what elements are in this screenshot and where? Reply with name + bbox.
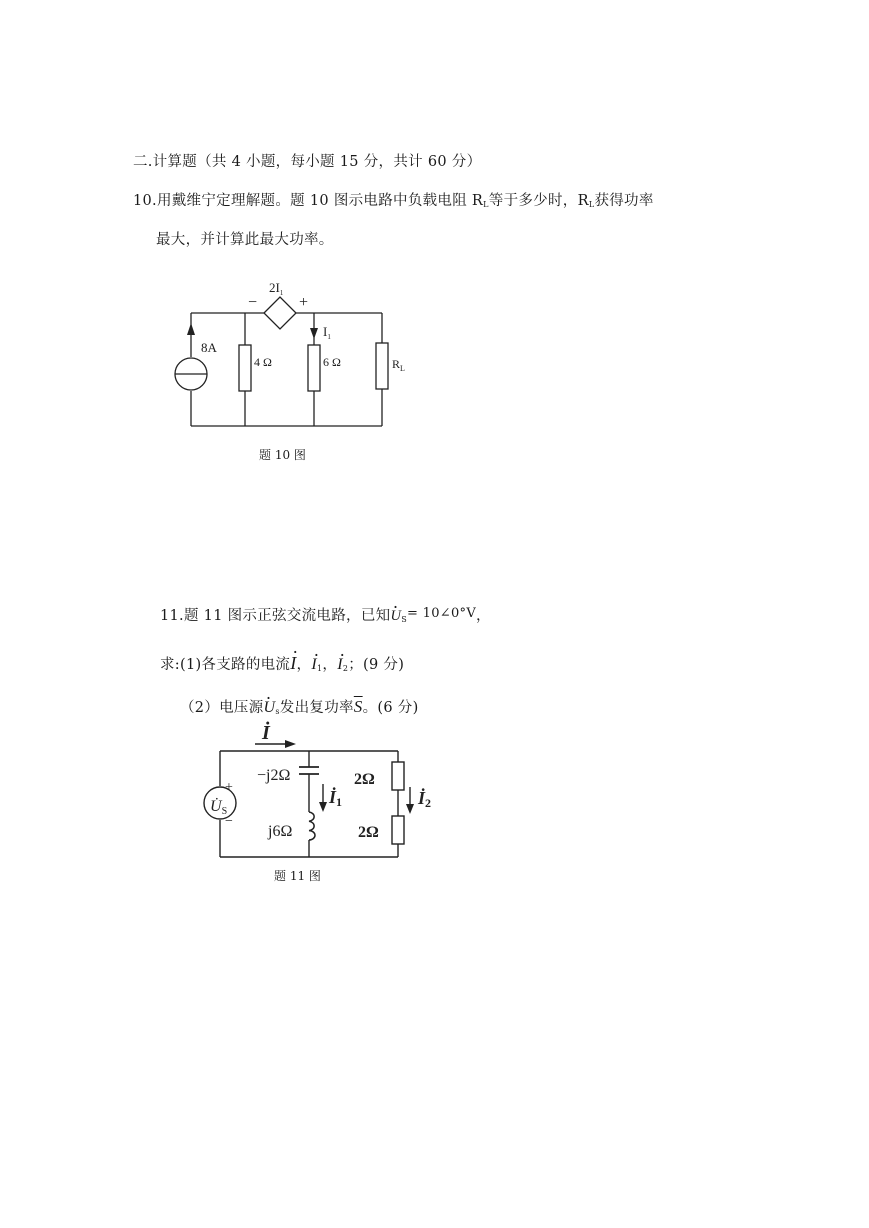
fig11-minus-sign: −: [225, 814, 233, 829]
figure-10-caption: 题 10 图: [259, 448, 306, 462]
resistor-rl: [376, 343, 388, 389]
resistor-2ohm-bottom: [392, 816, 404, 844]
current-i-arrow-icon: [285, 740, 296, 748]
q11-line3-b: 发出复功率: [279, 700, 354, 716]
q11-i-symbol: · I: [290, 653, 296, 674]
rl-label: $R_L$: [392, 357, 405, 373]
resistor-2ohm-top: [392, 762, 404, 790]
q10-rl-sub-2: L: [588, 200, 595, 209]
q11-line3-end: 。(6 分): [362, 700, 419, 716]
q11-line3-a: （2）电压源: [180, 700, 264, 716]
q11-us-value: = 10∠0°V: [407, 606, 477, 621]
fig11-us-label: U̇S: [210, 798, 228, 817]
figure-11-caption: 题 11 图: [274, 869, 321, 883]
q11-i2-symbol: · I: [337, 656, 343, 674]
resistor-bottom-label: 2Ω: [358, 824, 379, 841]
q10-line1-b: 等于多少时，R: [488, 193, 589, 209]
q10-line1-c: 获得功率: [594, 193, 654, 209]
dep-source-label: $2I_1$: [269, 280, 284, 297]
q11-s-symbol: $\overline{S}$: [353, 697, 363, 716]
q11-sep-2: ，: [322, 657, 338, 673]
q11-i2-sub: 2: [342, 664, 349, 673]
current-source-8a: [175, 358, 207, 390]
dep-plus-sign: +: [299, 294, 309, 311]
current-i1-arrow-icon: [310, 328, 318, 339]
q11-us2-sub: s: [275, 707, 280, 716]
i1-label: $I_1$: [323, 324, 331, 341]
r1-label: 4 Ω: [254, 355, 272, 369]
resistor-6ohm: [308, 345, 320, 391]
figure-11-circuit: [195, 720, 445, 865]
dependent-source-diamond: [264, 297, 296, 329]
q11-us-sub: S: [401, 615, 407, 624]
capacitor-label: −j2Ω: [257, 767, 291, 784]
q11-line2-end: ；(9 分): [348, 657, 405, 673]
q11-line2: [160, 653, 404, 674]
q10-rl-sub-1: L: [483, 200, 489, 209]
q11-i1-symbol: · I: [311, 656, 317, 674]
figure-10-circuit: [165, 275, 425, 435]
q11-line1-end: ，: [476, 608, 491, 624]
fig11-i1-label: İ1: [329, 787, 343, 809]
inductor-label: j6Ω: [268, 823, 293, 840]
source-arrow-icon: [187, 323, 195, 335]
q10-line2: 最大，并计算此最大功率。: [156, 232, 334, 248]
q11-sep-1: ，: [296, 657, 312, 673]
q11-us2-symbol: · U: [264, 699, 276, 717]
q11-us-symbol: · U: [390, 608, 401, 625]
dep-minus-sign: −: [248, 294, 258, 311]
q11-line2-a: 求:(1)各支路的电流: [160, 657, 291, 673]
current-i1-arrow-icon: [319, 802, 327, 812]
q11-line1-a: 11.题 11 图示正弦交流电路，已知: [160, 608, 391, 624]
q11-line1: [160, 604, 491, 625]
inductor-coil: [309, 812, 315, 840]
fig11-i-label: İ: [262, 722, 270, 744]
section-title: 二.计算题（共 4 小题，每小题 15 分，共计 60 分）: [133, 154, 482, 170]
fig11-plus-sign: +: [225, 780, 233, 795]
q10-line1: [133, 189, 654, 210]
resistor-top-label: 2Ω: [354, 771, 375, 788]
source-label-8a: 8A: [201, 340, 217, 355]
current-i2-arrow-icon: [406, 804, 414, 814]
r2-label: 6 Ω: [323, 355, 341, 369]
fig11-i2-label: İ2: [418, 788, 432, 810]
resistor-4ohm: [239, 345, 251, 391]
q11-line3: [180, 696, 419, 717]
q11-i1-sub: 1: [316, 664, 323, 673]
q10-line1-a: 10.用戴维宁定理解题。题 10 图示电路中负载电阻 R: [133, 193, 484, 209]
